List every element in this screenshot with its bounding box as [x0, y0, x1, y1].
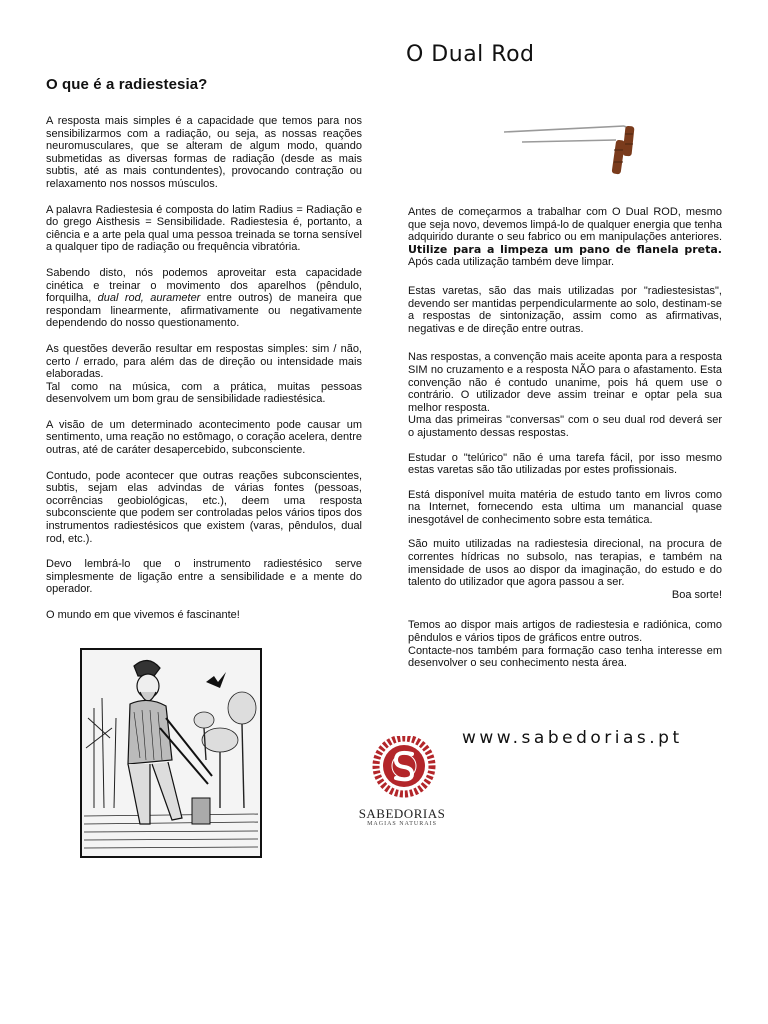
right-paragraph-6-sign [408, 589, 722, 602]
right-paragraph-1-bold: Utilize para a limpeza um pano de flanela preta. [408, 242, 722, 256]
document-title: O Dual Rod [406, 42, 535, 67]
paragraph-1: A resposta mais simples é a capacidade que temos para nos sensibilizarmos com a radiação, ou seja, as nossas reações neuromusculares, que se alteram de algum modo, quando submetidas as diversas formas de radiação (desde as mais subtis, até as mais contundentes), provocando contração ou relaxamento nos nossos músculos. [46, 115, 362, 190]
section-heading: O que é a radiestesia? [46, 76, 208, 93]
paragraph-8: O mundo em que vivemos é fascinante! [46, 609, 240, 621]
right-paragraph-7b [408, 645, 722, 670]
right-paragraph-7-line-2: Contacte-nos também para formação caso tenha interesse em desenvolver o seu conhecimento nesta área. [408, 644, 722, 670]
sign-off: Boa sorte! [671, 588, 722, 601]
right-column [408, 206, 722, 682]
right-paragraph-7 [408, 619, 722, 644]
paragraph-3-text-b: entre outros) de maneira que respondam linearmente, afirmativamente ou negativamente dependendo do nosso questionamento. [46, 292, 363, 330]
right-paragraph-3-line-1: Nas respostas, a convenção mais aceite aponta para a resposta SIM no cruzamento e a resposta NÃO para o afastamento. Esta convenção não é contudo unanime, pois há quem use o contrário. O utilizador deve assim treinar e optar pela sua melhor resposta. [408, 351, 722, 414]
paragraph-3 [46, 267, 362, 330]
right-paragraph-6 [408, 538, 722, 588]
logo-name: SABEDORIAS [358, 806, 446, 821]
right-paragraph-3-line-2: Uma das primeiras "conversas" com o seu dual rod deverá ser o ajustamento dessas respostas. [408, 414, 722, 439]
right-paragraph-1 [408, 206, 722, 269]
dual-rod-image [504, 116, 654, 182]
paragraph-4b [46, 381, 362, 406]
website-link[interactable]: www.sabedorias.pt [462, 728, 683, 748]
right-paragraph-1-text: Antes de começarmos a trabalhar com O Dual ROD, mesmo que seja novo, devemos limpá-lo de qualquer energia que tenha adquirido durante o seu fabrico ou em manipulações anteriores. [408, 206, 722, 244]
left-column [46, 76, 362, 635]
paragraph-4-line-1: As questões deverão resultar em respostas simples: sim / não, certo / errado, para além das de direção ou intensidade mais elaboradas. [46, 342, 362, 381]
right-paragraph-2: Estas varetas, são das mais utilizadas por "radiestesistas", devendo ser mantidas perpendicularmente ao solo, destinam-se a respostas de sintonização, assim como as afirmativas, negativas e de direção entre outras. [408, 284, 722, 335]
paragraph-4 [46, 343, 362, 381]
paragraph-4-line-2: Tal como na música, com a prática, muitas pessoas desenvolvem um bom grau de sensibilidade radiestésica. [46, 380, 362, 406]
paragraph-7: Devo lembrá-lo que o instrumento radiestésico serve simplesmente de ligação entre a sensibilidade e a mente do operador. [46, 558, 362, 596]
paragraph-5: A visão de um determinado acontecimento pode causar um sentimento, uma reação no estômago, o coração acelera, dentre outras, até de caráter desapercebido, subconsciente. [46, 418, 362, 457]
dowser-woodcut-image [80, 648, 262, 858]
paragraph-6: Contudo, pode acontecer que outras reações subconscientes, subtis, sejam elas advindas de várias fontes (pessoas, ocorrências geobiológicas, etc.), deem uma resposta subconsciente que podem ser controladas pelos vários tipos dos instrumentos radiestésicos que existem (varas, pêndulos, dual rod, etc.). [46, 469, 362, 545]
right-paragraph-3b [408, 414, 722, 439]
paragraph-2: A palavra Radiestesia é composta do latim Radius = Radiação e do grego Aisthesis = Sensibilidade. Radiestesia é, portanto, a ciência e a arte pela qual uma pessoa treinada se torna sensível a qualquer tipo de radiação ou frequência vibratória. [46, 203, 362, 254]
logo-tagline: MAGIAS NATURAIS [367, 821, 437, 827]
right-paragraph-5: Está disponível muita matéria de estudo tanto em livros como na Internet, fornecendo esta ultima um manancial quase inesgotável de conhecimento sobre esta temática. [408, 488, 722, 526]
paragraph-3-text-a: Sabendo disto, nós podemos aproveitar esta capacidade cinética e treinar o movimento dos aparelhos (pêndulo, forquilha, [46, 266, 362, 305]
right-paragraph-3 [408, 351, 722, 414]
right-paragraph-6-text: São muito utilizadas na radiestesia direcional, na procura de correntes hídricas no subsolo, nas terapias, e também na imensidade de usos ao dispor da imaginação, do estudo e do talento do utilizador que agora passou a ser. [408, 538, 722, 589]
right-paragraph-1-after: Após cada utilização também deve limpar. [408, 256, 615, 269]
right-paragraph-7-line-1: Temos ao dispor mais artigos de radiestesia e radiónica, como pêndulos e vários tipos de gráficos entre outros. [408, 619, 722, 645]
paragraph-3-italic: dual rod, aurameter [97, 292, 201, 305]
right-paragraph-4: Estudar o "telúrico" não é uma tarefa fácil, por isso mesmo estas varetas são tão utilizadas por estes profissionais. [408, 451, 722, 477]
